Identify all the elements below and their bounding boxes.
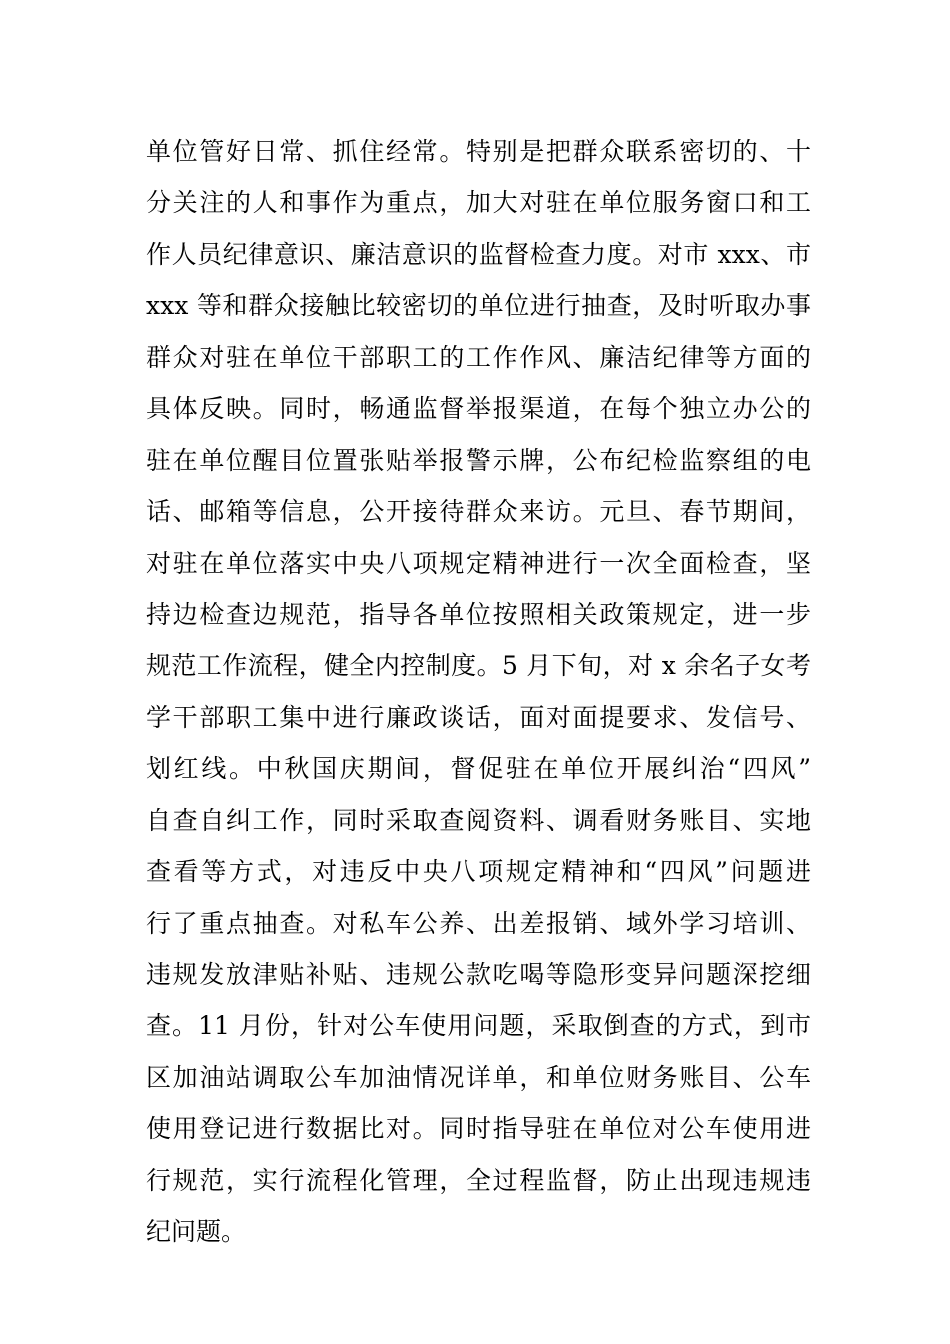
paragraph-line-12: 学干部职工集中进行廉政谈话，面对面提要求、发信号、 bbox=[146, 702, 811, 732]
paragraph-line-14: 自查自纠工作，同时采取查阅资料、调看财务账目、实地 bbox=[146, 805, 811, 835]
paragraph-line-3: 作人员纪律意识、廉洁意识的监督检查力度。对市 xxx、市 bbox=[146, 239, 811, 269]
paragraph-line-11: 规范工作流程，健全内控制度。5 月下旬，对 x 余名子女考 bbox=[146, 651, 811, 681]
paragraph-line-8: 话、邮箱等信息，公开接待群众来访。元旦、春节期间， bbox=[146, 497, 811, 527]
paragraph-line-4: xxx 等和群众接触比较密切的单位进行抽查，及时听取办事 bbox=[146, 291, 811, 321]
paragraph-line-21: 行规范，实行流程化管理，全过程监督，防止出现违规违 bbox=[146, 1165, 811, 1195]
paragraph-line-7: 驻在单位醒目位置张贴举报警示牌，公布纪检监察组的电 bbox=[146, 445, 811, 475]
paragraph-line-2: 分关注的人和事作为重点，加大对驻在单位服务窗口和工 bbox=[146, 188, 811, 218]
paragraph-line-20: 使用登记进行数据比对。同时指导驻在单位对公车使用进 bbox=[146, 1114, 811, 1144]
paragraph-line-18: 查。11 月份，针对公车使用问题，采取倒查的方式，到市 bbox=[146, 1011, 811, 1041]
body-paragraph bbox=[146, 131, 811, 1263]
paragraph-line-13: 划红线。中秋国庆期间，督促驻在单位开展纠治“四风” bbox=[146, 754, 811, 784]
paragraph-line-19: 区加油站调取公车加油情况详单，和单位财务账目、公车 bbox=[146, 1062, 811, 1092]
paragraph-line-6: 具体反映。同时，畅通监督举报渠道，在每个独立办公的 bbox=[146, 394, 811, 424]
paragraph-line-5: 群众对驻在单位干部职工的工作作风、廉洁纪律等方面的 bbox=[146, 342, 811, 372]
paragraph-line-15: 查看等方式，对违反中央八项规定精神和“四风”问题进 bbox=[146, 857, 811, 887]
paragraph-line-16: 行了重点抽查。对私车公养、出差报销、域外学习培训、 bbox=[146, 908, 811, 938]
paragraph-line-10: 持边检查边规范，指导各单位按照相关政策规定，进一步 bbox=[146, 599, 811, 629]
paragraph-line-17: 违规发放津贴补贴、违规公款吃喝等隐形变异问题深挖细 bbox=[146, 960, 811, 989]
paragraph-line-9: 对驻在单位落实中央八项规定精神进行一次全面检查，坚 bbox=[146, 548, 811, 578]
paragraph-line-22: 纪问题。 bbox=[146, 1217, 247, 1247]
paragraph-line-1: 单位管好日常、抓住经常。特别是把群众联系密切的、十 bbox=[146, 137, 811, 166]
